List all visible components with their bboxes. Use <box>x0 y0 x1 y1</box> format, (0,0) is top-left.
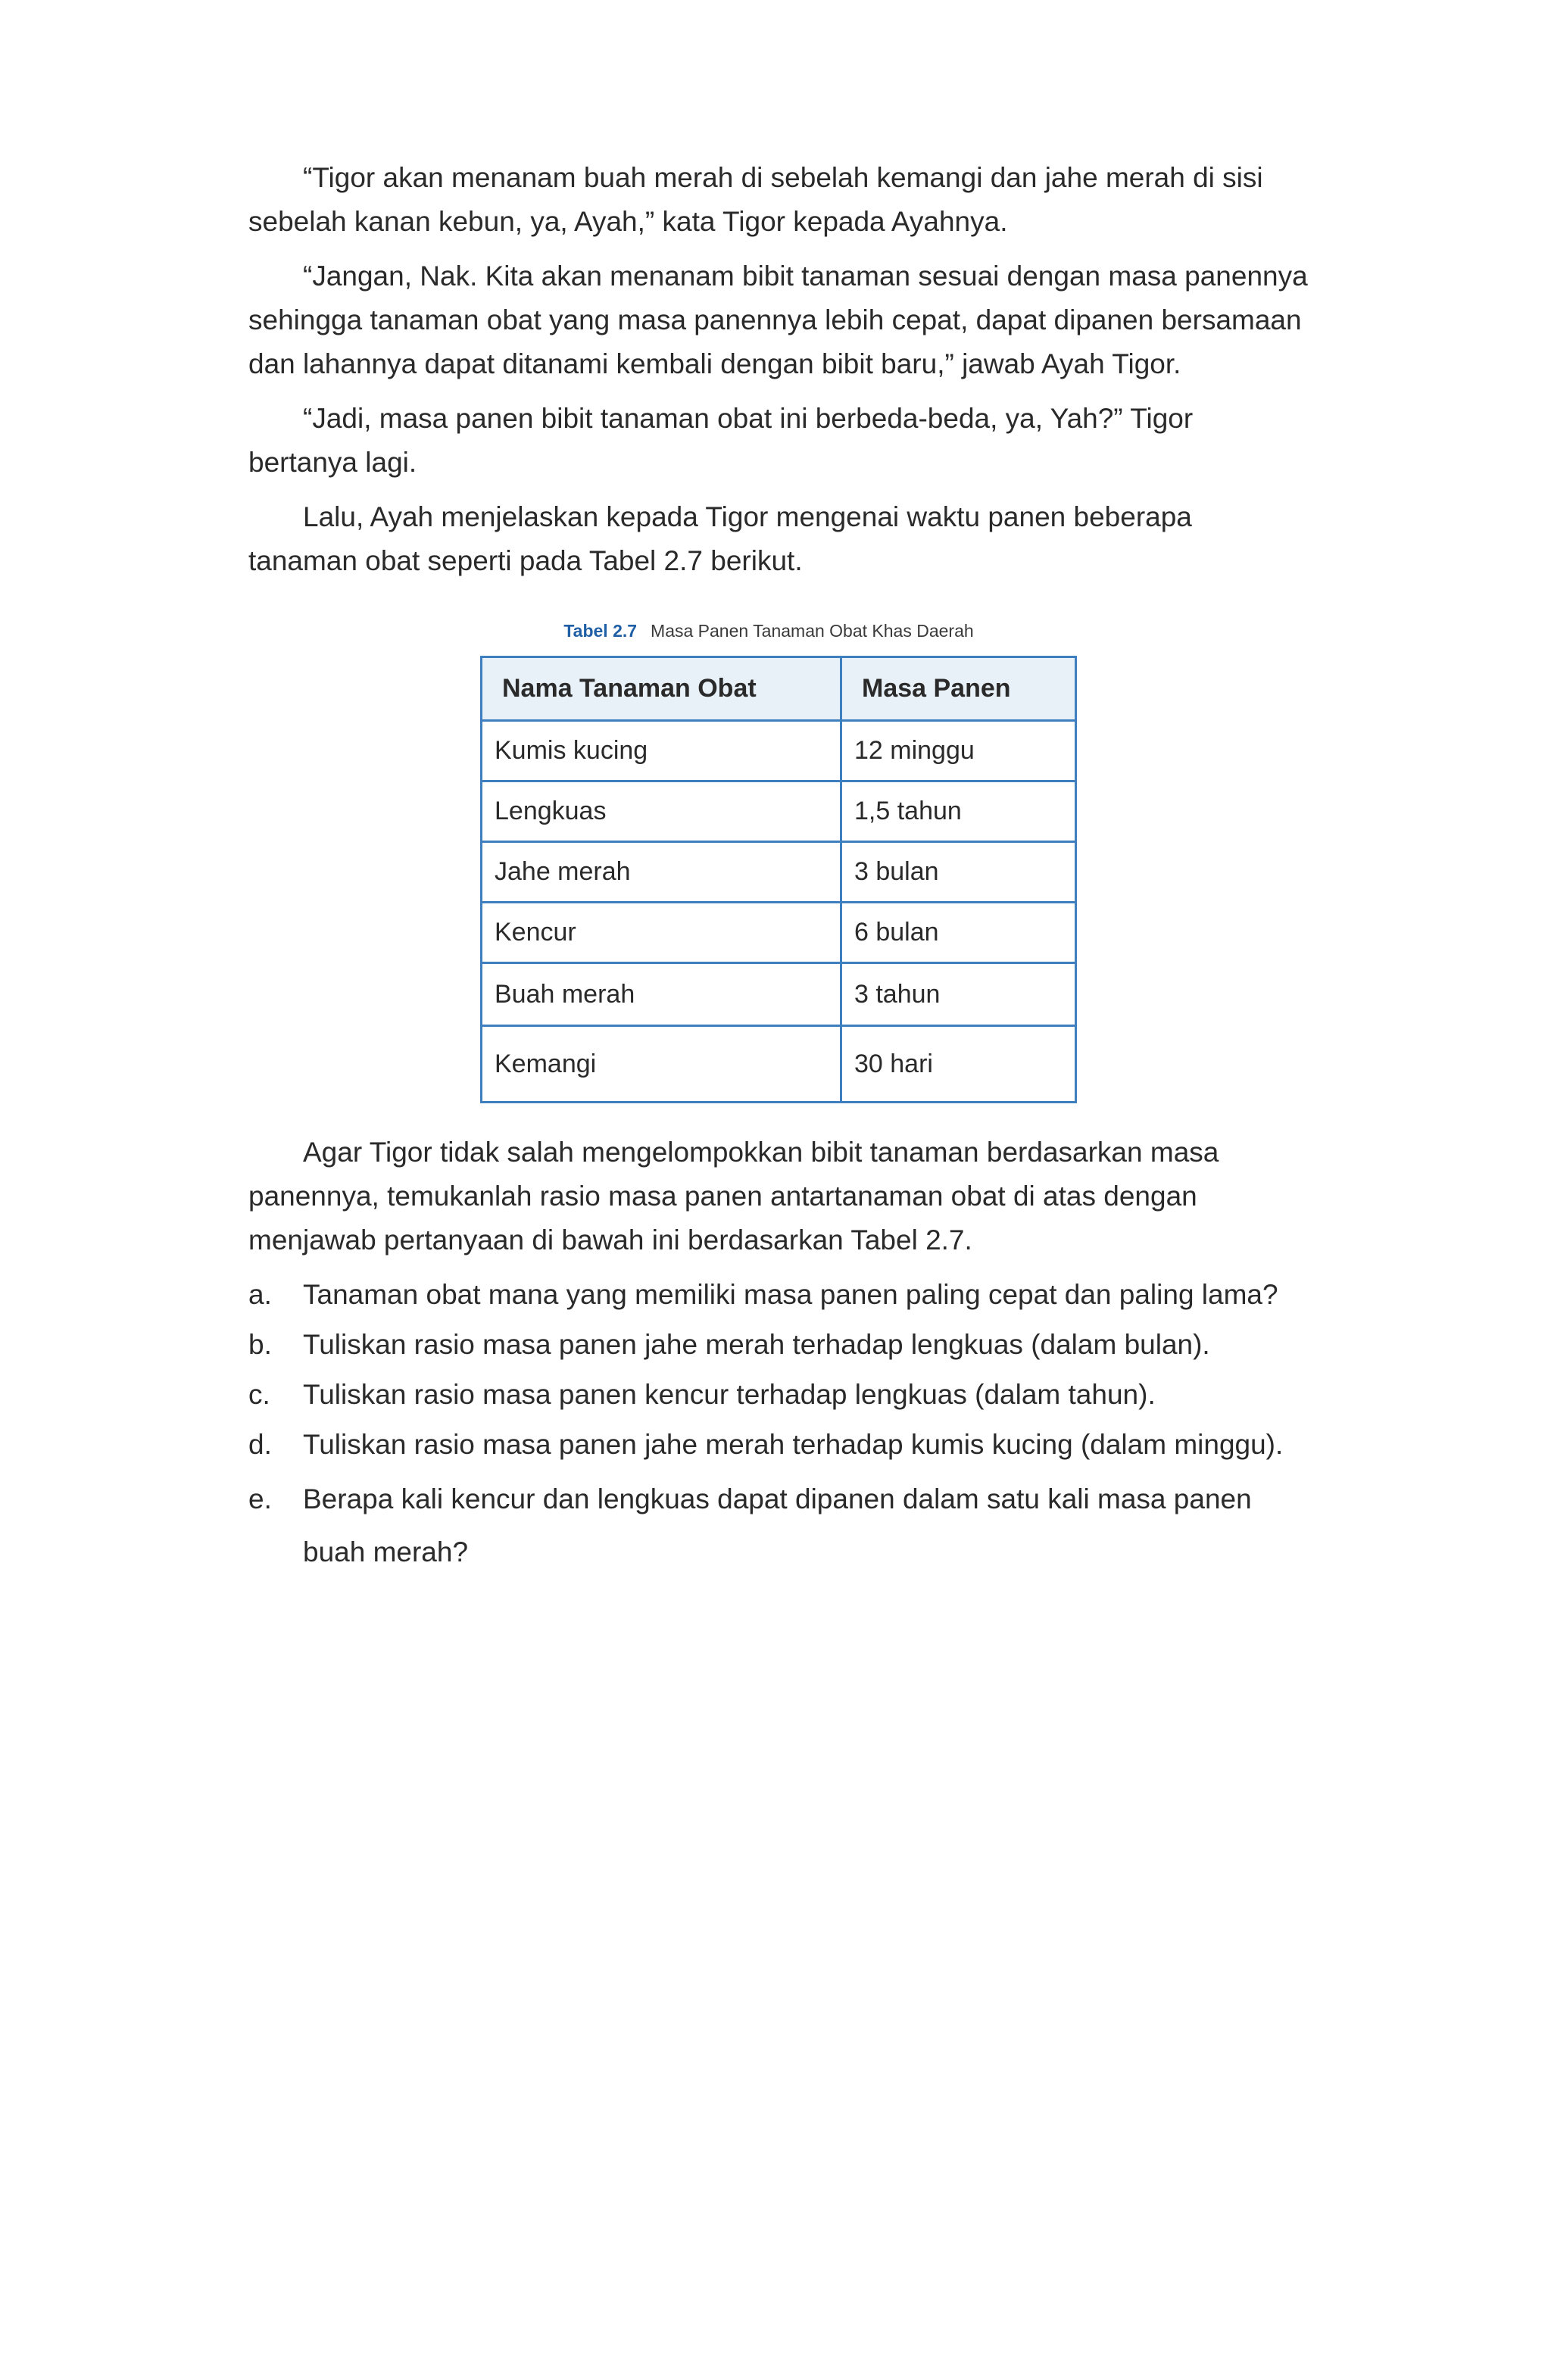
question-marker: e. <box>248 1483 272 1514</box>
cell-plant: Jahe merah <box>482 842 841 903</box>
page-content <box>248 156 1309 1585</box>
table-caption-label: Tabel 2.7 <box>563 621 638 641</box>
question-item <box>248 1323 1309 1367</box>
cell-plant: Kemangi <box>482 1026 841 1103</box>
cell-period: 3 tahun <box>841 963 1076 1026</box>
question-marker: c. <box>248 1379 270 1410</box>
question-item <box>248 1273 1309 1317</box>
question-marker: d. <box>248 1429 272 1460</box>
harvest-table <box>480 656 1077 1103</box>
question-item <box>248 1473 1309 1579</box>
paragraph-instructions: Agar Tigor tidak salah mengelompokkan bibit tanaman berdasarkan masa panennya, temukanlah rasio masa panen antartanaman obat di atas dengan menjawab pertanyaan di bawah ini berdasarkan Tabel 2.7. <box>248 1137 1219 1256</box>
table-caption <box>248 619 1309 642</box>
cell-plant: Buah merah <box>482 963 841 1026</box>
question-text: Tanaman obat mana yang memiliki masa panen paling cepat dan paling lama? <box>303 1279 1278 1310</box>
paragraph-3: “Jadi, masa panen bibit tanaman obat ini berbeda-beda, ya, Yah?” Tigor bertanya lagi. <box>248 403 1194 478</box>
header-plant-name: Nama Tanaman Obat <box>482 657 841 721</box>
table-wrapper <box>480 656 1077 1103</box>
paragraph-4: Lalu, Ayah menjelaskan kepada Tigor mengenai waktu panen beberapa tanaman obat seperti pada Tabel 2.7 berikut. <box>248 501 1192 576</box>
cell-plant: Kumis kucing <box>482 721 841 781</box>
cell-period: 6 bulan <box>841 903 1076 963</box>
question-list <box>248 1273 1309 1579</box>
table-header-row <box>482 657 1076 721</box>
after-table-section <box>248 1131 1309 1262</box>
cell-period: 1,5 tahun <box>841 781 1076 842</box>
cell-period: 3 bulan <box>841 842 1076 903</box>
cell-plant: Kencur <box>482 903 841 963</box>
question-text: Tuliskan rasio masa panen jahe merah terhadap lengkuas (dalam bulan). <box>303 1329 1210 1360</box>
question-marker: a. <box>248 1279 272 1310</box>
question-marker: b. <box>248 1329 272 1360</box>
question-text: Tuliskan rasio masa panen kencur terhadap lengkuas (dalam tahun). <box>303 1379 1156 1410</box>
table-row <box>482 903 1076 963</box>
question-text: Tuliskan rasio masa panen jahe merah terhadap kumis kucing (dalam minggu). <box>303 1429 1284 1460</box>
table-row <box>482 963 1076 1026</box>
table-row <box>482 781 1076 842</box>
cell-plant: Lengkuas <box>482 781 841 842</box>
paragraph-2: “Jangan, Nak. Kita akan menanam bibit tanaman sesuai dengan masa panennya sehingga tanaman obat yang masa panennya lebih cepat, dapat dipanen bersamaan dan lahannya dapat ditanami kembali dengan bibit baru,” jawab Ayah Tigor. <box>248 260 1308 379</box>
question-item <box>248 1373 1309 1417</box>
question-item <box>248 1423 1309 1467</box>
header-harvest-period: Masa Panen <box>841 657 1076 721</box>
paragraph-1: “Tigor akan menanam buah merah di sebelah kemangi dan jahe merah di sisi sebelah kanan kebun, ya, Ayah,” kata Tigor kepada Ayahnya. <box>248 162 1263 237</box>
table-row <box>482 1026 1076 1103</box>
table-caption-title: Masa Panen Tanaman Obat Khas Daerah <box>651 621 974 641</box>
cell-period: 12 minggu <box>841 721 1076 781</box>
table-row <box>482 842 1076 903</box>
table-row <box>482 721 1076 781</box>
question-text: Berapa kali kencur dan lengkuas dapat dipanen dalam satu kali masa panen buah merah? <box>303 1483 1252 1567</box>
cell-period: 30 hari <box>841 1026 1076 1103</box>
